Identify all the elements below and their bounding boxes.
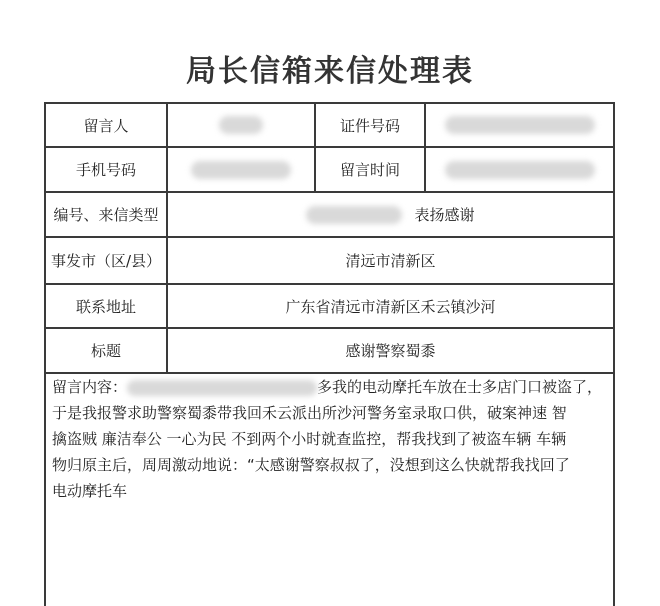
- content-line: 于是我报警求助警察蜀黍带我回禾云派出所沙河警务室录取口供，破案神速 智: [52, 404, 567, 422]
- content-line: 物归原主后，周周激动地说：“太感谢警察叔叔了，没想到这么快就帮我找回了: [52, 456, 570, 474]
- comment-time-label: 留言时间: [339, 161, 400, 179]
- district-value: 清远市清新区: [345, 252, 436, 270]
- id-number-value-redacted: [426, 104, 613, 146]
- subject-label: 标题: [90, 342, 121, 360]
- letter-type: 表扬感谢: [414, 206, 475, 224]
- district-label: 事发市（区/县）: [50, 252, 162, 270]
- content-line: 留言内容： 多我的电动摩托车放在士多店门口被盗了，: [52, 378, 603, 396]
- commenter-label: 留言人: [83, 116, 129, 135]
- content-label: 留言内容：: [52, 378, 128, 396]
- table-line: [613, 102, 615, 606]
- commenter-value-redacted: [168, 104, 314, 146]
- subject-value: 感谢警察蜀黍: [345, 342, 436, 360]
- number-type-value: [168, 193, 613, 236]
- content-line: 电动摩托车: [52, 482, 128, 500]
- number-type-label: 编号、来信类型: [53, 206, 159, 224]
- message-content: [52, 374, 612, 504]
- phone-label: 手机号码: [75, 161, 136, 179]
- page-title: 局长信箱来信处理表: [186, 54, 474, 89]
- id-number-label: 证件号码: [339, 116, 400, 135]
- content-redacted: [127, 380, 317, 396]
- number-redacted: [306, 206, 402, 224]
- address-label: 联系地址: [75, 297, 136, 316]
- address-value: 广东省清远市清新区禾云镇沙河: [285, 297, 496, 316]
- phone-value-redacted: [168, 148, 314, 191]
- comment-time-value-redacted: [426, 148, 613, 191]
- content-line: 擒盗贼 廉洁奉公 一心为民 不到两个小时就查监控，帮我找到了被盗车辆 车辆: [52, 430, 567, 448]
